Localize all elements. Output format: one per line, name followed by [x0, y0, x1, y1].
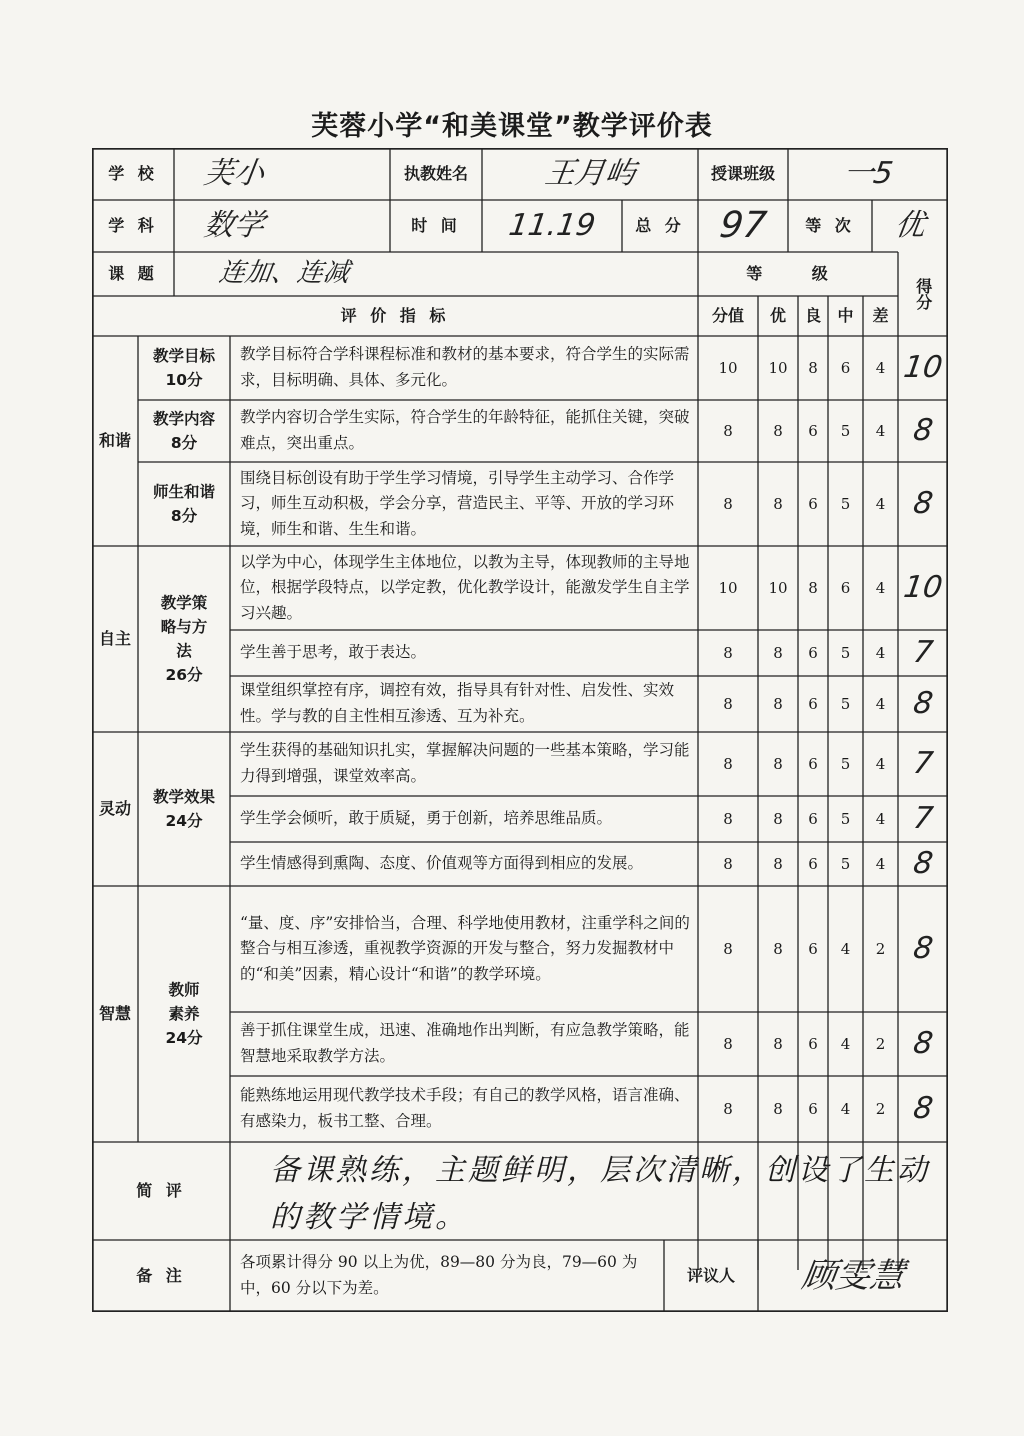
- grade-you-cell: 8: [773, 940, 783, 958]
- indicator-text: 课堂组织掌控有序，调控有效，指导具有针对性、启发性、实效性。学与教的自主性相互渗透、互为补充。: [240, 681, 675, 725]
- grade-zhong-cell: 4: [840, 1100, 851, 1118]
- grade-you-cell: 8: [773, 1100, 783, 1118]
- indicator-text: 以学为中心，体现学生主体地位，以教为主导，体现教师的主导地位，根据学段特点，以学定教，优化教学设计，能激发学生自主学习兴趣。: [240, 552, 690, 622]
- grade-liang-cell: 6: [808, 940, 818, 958]
- section-points: 8分: [170, 507, 198, 525]
- grade-liang-cell: 6: [808, 695, 818, 713]
- value-total: 97: [717, 205, 769, 247]
- value-school: 芙小: [201, 156, 267, 191]
- section-name: 教学内容: [152, 409, 215, 428]
- grade-zhong-cell: 4: [840, 940, 851, 958]
- grade-zhong-cell: 6: [840, 579, 851, 597]
- score-cell: 10: [901, 570, 945, 605]
- grade-you-cell: 8: [773, 644, 783, 662]
- label-reviewer: 评议人: [686, 1266, 735, 1286]
- grade-you-cell: 8: [773, 695, 783, 713]
- value-rank: 优: [892, 208, 928, 243]
- grade-cha-cell: 4: [875, 755, 886, 773]
- section-name: 教学目标: [152, 346, 215, 365]
- grade-value-cell: 8: [723, 644, 733, 662]
- score-cell: 10: [901, 350, 945, 385]
- grade-value-cell: 8: [723, 940, 733, 958]
- grade-liang-cell: 6: [808, 855, 818, 873]
- score-cell: 8: [911, 686, 936, 721]
- indicator-text: 学生善于思考，敢于表达。: [240, 643, 427, 662]
- label-topic: 课 题: [108, 264, 158, 284]
- label-liang: 良: [804, 306, 821, 326]
- grade-liang-cell: 6: [808, 644, 818, 662]
- label-class: 授课班级: [710, 164, 775, 184]
- grade-value-cell: 10: [718, 579, 738, 597]
- indicator-text: 学生获得的基础知识扎实，掌握解决问题的一些基本策略，学习能力得到增强，课堂效率高。: [240, 741, 690, 785]
- grade-value-cell: 8: [723, 1100, 733, 1118]
- value-teacher: 王月屿: [542, 156, 638, 191]
- score-cell: 8: [911, 1026, 936, 1061]
- label-teacher: 执教姓名: [403, 164, 468, 184]
- grade-zhong-cell: 5: [840, 810, 851, 828]
- section-name: 教师素养: [168, 980, 200, 1023]
- grade-liang-cell: 6: [808, 1100, 818, 1118]
- grade-you-cell: 8: [773, 855, 783, 873]
- grade-cha-cell: 4: [875, 810, 886, 828]
- value-comment: 备课熟练，主题鲜明，层次清晰，创设了生动的教学情境。: [270, 1153, 930, 1235]
- category-lingdong: 灵动: [98, 798, 131, 818]
- label-indicator: 评 价 指 标: [340, 306, 450, 326]
- grade-liang-cell: 8: [808, 579, 818, 597]
- label-school: 学 校: [108, 164, 158, 184]
- section-name: 教学策略与方法: [160, 593, 208, 660]
- section-effect: [138, 732, 230, 886]
- grade-you-cell: 8: [773, 1035, 783, 1053]
- value-class: 一5: [841, 156, 896, 191]
- grade-you-cell: 8: [773, 810, 783, 828]
- grade-cha-cell: 4: [875, 495, 886, 513]
- grade-value-cell: 8: [723, 855, 733, 873]
- section-quality: [138, 886, 230, 1142]
- grade-cha-cell: 2: [875, 940, 886, 958]
- score-cell: 8: [911, 413, 936, 448]
- grade-cha-cell: 4: [875, 359, 886, 377]
- grade-you-cell: 10: [768, 359, 788, 377]
- indicator-text: “量、度、序”安排恰当，合理、科学地使用教材，注重学科之间的整合与相互渗透，重视教学资源的开发与整合，努力发掘教材中的“和美”因素，精心设计“和谐”的教学环境。: [240, 913, 690, 983]
- section-points: 8分: [170, 434, 198, 452]
- grade-liang-cell: 6: [808, 1035, 818, 1053]
- grade-value-cell: 8: [723, 422, 733, 440]
- indicator-text: 教学内容切合学生实际，符合学生的年龄特征，能抓住关键，突破难点，突出重点。: [240, 408, 690, 452]
- label-time: 时 间: [411, 216, 461, 236]
- section-strategy: [138, 546, 230, 732]
- grade-zhong-cell: 5: [840, 422, 851, 440]
- grade-value-cell: 10: [718, 359, 738, 377]
- score-cell: 7: [911, 801, 936, 836]
- section-goal: [138, 336, 230, 400]
- category-zizhu: 自主: [98, 628, 131, 648]
- category-zhihui: 智慧: [98, 1003, 131, 1023]
- value-time: 11.19: [506, 208, 598, 243]
- section-harmony: [138, 462, 230, 546]
- label-you: 优: [769, 306, 786, 326]
- grade-zhong-cell: 6: [840, 359, 851, 377]
- score-cell: 8: [911, 846, 936, 881]
- section-points: 24分: [165, 812, 203, 830]
- section-points: 26分: [165, 666, 203, 685]
- indicator-text: 善于抓住课堂生成，迅速、准确地作出判断，有应急教学策略，能智慧地采取教学方法。: [240, 1021, 690, 1065]
- grade-value-cell: 8: [723, 810, 733, 828]
- indicator-text: 学生情感得到熏陶、态度、价值观等方面得到相应的发展。: [240, 854, 644, 873]
- grade-you-cell: 8: [773, 495, 783, 513]
- section-content: [138, 400, 230, 462]
- section-name: 教学效果: [152, 787, 215, 806]
- label-total: 总 分: [635, 216, 685, 236]
- grade-you-cell: 10: [768, 579, 788, 597]
- grade-zhong-cell: 4: [840, 1035, 851, 1053]
- indicator-text: 学生学会倾听，敢于质疑，勇于创新，培养思维品质。: [240, 809, 613, 828]
- grade-value-cell: 8: [723, 755, 733, 773]
- grade-cha-cell: 4: [875, 695, 886, 713]
- grade-liang-cell: 6: [808, 422, 818, 440]
- grade-cha-cell: 4: [875, 644, 886, 662]
- label-zhong: 中: [837, 306, 854, 326]
- grade-zhong-cell: 5: [840, 855, 851, 873]
- score-cell: 8: [911, 486, 936, 521]
- grade-cha-cell: 4: [875, 855, 886, 873]
- page-title: 芙蓉小学“和美课堂”教学评价表: [311, 111, 713, 142]
- label-grade: 等 级: [746, 264, 850, 284]
- value-subject: 数学: [201, 208, 267, 243]
- value-topic: 连加、连减: [216, 258, 352, 289]
- value-note: 各项累计得分 90 以上为优，89—80 分为良，79—60 为中，60 分以下为差。: [240, 1253, 638, 1297]
- score-cell: 8: [911, 931, 936, 966]
- grade-you-cell: 8: [773, 755, 783, 773]
- label-note: 备 注: [136, 1266, 186, 1286]
- grade-cha-cell: 2: [875, 1100, 886, 1118]
- grade-zhong-cell: 5: [840, 695, 851, 713]
- label-subject: 学 科: [108, 216, 158, 236]
- label-score-head: 得分: [913, 278, 933, 310]
- score-cell: 7: [911, 746, 936, 781]
- grade-liang-cell: 8: [808, 359, 818, 377]
- grade-value-cell: 8: [723, 495, 733, 513]
- grade-zhong-cell: 5: [840, 755, 851, 773]
- score-cell: 8: [911, 1091, 936, 1126]
- grade-liang-cell: 6: [808, 810, 818, 828]
- indicator-text: 能熟练地运用现代教学技术手段；有自己的教学风格，语言准确、有感染力，板书工整、合理。: [240, 1086, 690, 1130]
- section-points: 24分: [165, 1029, 203, 1047]
- evaluation-table: [92, 148, 948, 1312]
- grade-zhong-cell: 5: [840, 495, 851, 513]
- grade-liang-cell: 6: [808, 495, 818, 513]
- score-cell: 7: [911, 635, 936, 670]
- grade-liang-cell: 6: [808, 755, 818, 773]
- grade-value-cell: 8: [723, 1035, 733, 1053]
- grade-cha-cell: 4: [875, 422, 886, 440]
- label-value: 分值: [711, 306, 744, 326]
- grade-cha-cell: 4: [875, 579, 886, 597]
- category-hexie: 和谐: [98, 430, 131, 450]
- label-rank: 等 次: [805, 216, 855, 236]
- indicator-text: 围绕目标创设有助于学生学习情境，引导学生主动学习、合作学习，师生互动积极，学会分享，营造民主、平等、开放的学习环境，师生和谐、生生和谐。: [240, 468, 675, 538]
- indicator-text: 教学目标符合学科课程标准和教材的基本要求，符合学生的实际需求，目标明确、具体、多元化。: [240, 345, 690, 389]
- section-points: 10分: [165, 371, 203, 389]
- section-name: 师生和谐: [152, 482, 215, 501]
- grade-value-cell: 8: [723, 695, 733, 713]
- grade-cha-cell: 2: [875, 1035, 886, 1053]
- value-reviewer: 顾雯慧: [799, 1255, 907, 1296]
- label-comment: 简 评: [136, 1181, 186, 1201]
- label-cha: 差: [872, 306, 889, 326]
- grade-zhong-cell: 5: [840, 644, 851, 662]
- grade-you-cell: 8: [773, 422, 783, 440]
